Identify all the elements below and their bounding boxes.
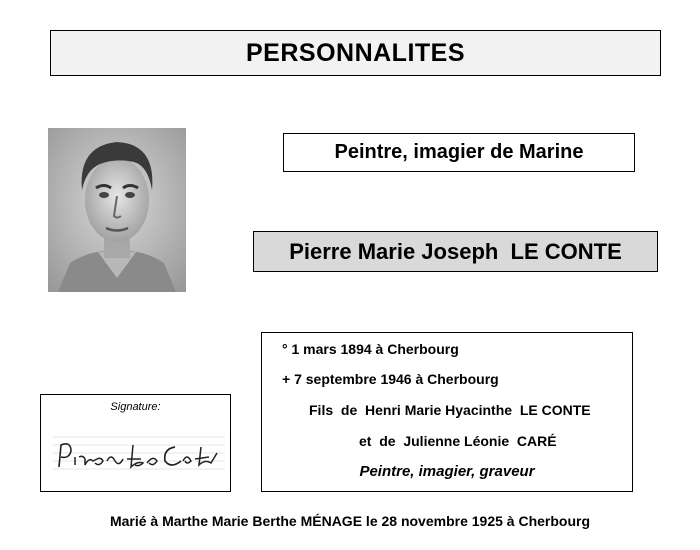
- portrait-photo: [48, 128, 186, 292]
- name-box: [253, 231, 658, 272]
- occupation-line: Peintre, imagier, graveur: [359, 463, 535, 480]
- person-name: Pierre Marie Joseph LE CONTE: [289, 238, 622, 264]
- page-title-box: [50, 30, 661, 76]
- page-title: PERSONNALITES: [245, 38, 466, 67]
- handwritten-signature: [53, 423, 225, 475]
- role-title: Peintre, imagier de Marine: [334, 141, 584, 163]
- marriage-note: Marié à Marthe Marie Berthe MÉNAGE le 28 novembre 1925 à Cherbourg: [109, 513, 591, 529]
- death-line: + 7 septembre 1946 à Cherbourg: [282, 371, 499, 387]
- signature-label: Signature:: [110, 401, 161, 413]
- signature-box: [40, 394, 231, 492]
- birth-line: ° 1 mars 1894 à Cherbourg: [282, 341, 459, 357]
- mother-line: et de Julienne Léonie CARÉ: [359, 433, 557, 449]
- father-line: Fils de Henri Marie Hyacinthe LE CONTE: [309, 402, 591, 418]
- biography-box: [261, 332, 633, 492]
- role-box: [283, 133, 635, 172]
